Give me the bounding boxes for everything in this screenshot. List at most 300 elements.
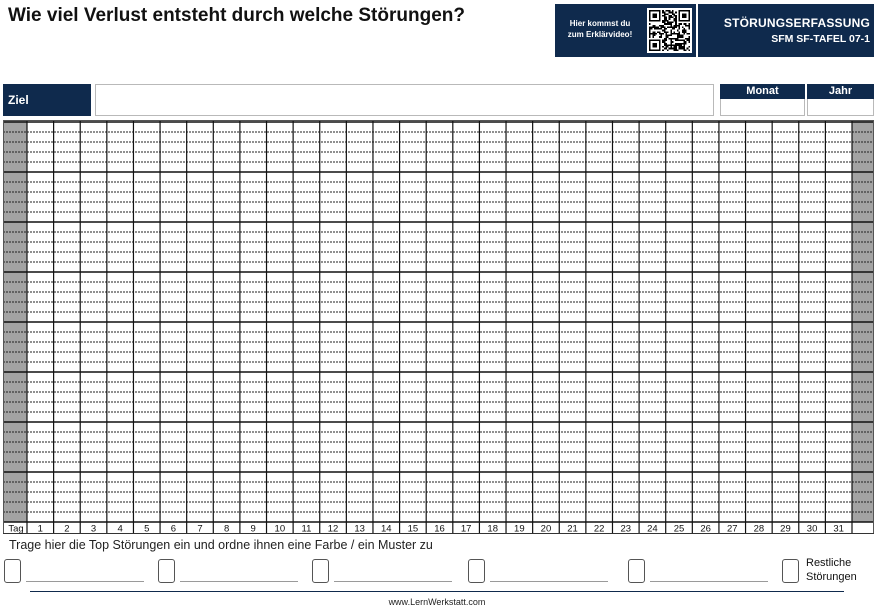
qr-module — [667, 36, 669, 38]
qr-module — [675, 26, 677, 28]
qr-module — [688, 49, 690, 51]
qr-module — [682, 48, 684, 50]
qr-module — [664, 17, 666, 19]
day-number: 29 — [780, 523, 791, 534]
qr-module — [651, 26, 653, 28]
qr-module — [665, 38, 667, 40]
qr-module — [664, 23, 666, 25]
qr-module — [665, 20, 667, 22]
qr-module — [677, 38, 679, 40]
qr-module — [674, 25, 676, 27]
qr-module — [688, 40, 690, 42]
qr-module — [665, 48, 667, 50]
qr-module — [677, 35, 679, 37]
qr-module — [651, 33, 653, 35]
qr-module — [677, 49, 679, 51]
qr-module — [672, 38, 674, 40]
qr-module — [660, 25, 662, 27]
day-number: 20 — [540, 523, 552, 534]
qr-module — [688, 26, 690, 28]
qr-module — [664, 12, 666, 14]
video-link-text: Hier kommst du zum Erklärvideo! — [567, 19, 633, 39]
qr-module — [688, 38, 690, 40]
qr-module — [665, 31, 667, 33]
day-number: 17 — [460, 523, 472, 534]
qr-module — [675, 49, 677, 51]
qr-module — [662, 40, 664, 42]
qr-module — [675, 44, 677, 46]
qr-module — [685, 41, 687, 43]
qr-module — [669, 10, 671, 12]
qr-module — [672, 33, 674, 35]
qr-module — [674, 13, 676, 15]
qr-module — [680, 46, 682, 48]
legend-color-box[interactable] — [4, 559, 21, 583]
qr-module — [667, 10, 669, 12]
qr-module — [657, 26, 659, 28]
qr-module — [675, 17, 677, 19]
qr-module — [675, 33, 677, 35]
qr-module — [665, 33, 667, 35]
qr-module — [662, 26, 664, 28]
qr-module — [683, 49, 685, 51]
qr-module — [670, 12, 672, 14]
legend-color-box[interactable] — [628, 559, 645, 583]
qr-module — [667, 13, 669, 15]
qr-module — [685, 25, 687, 27]
qr-module — [685, 38, 687, 40]
qr-module — [654, 26, 656, 28]
qr-module — [674, 46, 676, 48]
qr-module — [662, 20, 664, 22]
qr-module — [656, 28, 658, 30]
qr-module — [652, 43, 657, 48]
day-number: 25 — [673, 523, 685, 534]
qr-module — [652, 31, 654, 33]
qr-module — [672, 10, 674, 12]
day-number: 19 — [514, 523, 525, 534]
day-number: 3 — [90, 523, 97, 534]
qr-module — [674, 18, 676, 20]
qr-module — [688, 25, 690, 27]
qr-module — [670, 25, 672, 27]
qr-module — [677, 36, 679, 38]
qr-module — [664, 40, 666, 42]
qr-module — [682, 31, 684, 33]
qr-module — [665, 36, 667, 38]
legend-entry-line[interactable] — [490, 581, 608, 582]
qr-module — [670, 23, 672, 25]
qr-module — [672, 12, 674, 14]
qr-module — [679, 33, 681, 35]
qr-module — [669, 38, 671, 40]
legend-color-box[interactable] — [782, 559, 799, 583]
qr-module — [683, 33, 685, 35]
qr-module — [682, 36, 684, 38]
footer-url: www.LernWerkstatt.com — [388, 597, 486, 607]
day-number: 26 — [700, 523, 711, 534]
day-number: 9 — [250, 523, 256, 534]
goal-field[interactable] — [95, 84, 714, 116]
qr-module — [669, 35, 671, 37]
legend-entry-line[interactable] — [334, 581, 452, 582]
day-number: 15 — [407, 523, 419, 534]
qr-module — [665, 44, 667, 46]
qr-module — [660, 35, 662, 37]
qr-module — [688, 46, 690, 48]
qr-module — [685, 23, 687, 25]
qr-module — [680, 43, 682, 45]
day-number: 16 — [434, 523, 445, 534]
qr-module — [667, 23, 669, 25]
qr-module — [687, 48, 689, 50]
qr-module — [670, 31, 672, 33]
qr-module — [683, 48, 685, 50]
qr-module — [667, 26, 669, 28]
qr-module — [682, 35, 684, 37]
qr-module — [683, 31, 685, 33]
qr-module — [687, 40, 689, 42]
qr-module — [657, 31, 659, 33]
qr-module — [667, 35, 669, 37]
qr-module — [675, 38, 677, 40]
year-field[interactable] — [807, 99, 874, 116]
qr-module — [649, 28, 651, 30]
legend-color-box[interactable] — [468, 559, 485, 583]
qr-module — [683, 23, 685, 25]
qr-module — [675, 40, 677, 42]
qr-module — [679, 44, 681, 46]
qr-module — [683, 43, 685, 45]
qr-module — [683, 41, 685, 43]
qr-module — [649, 31, 651, 33]
qr-module — [670, 38, 672, 40]
qr-module — [662, 12, 664, 14]
qr-module — [683, 40, 685, 42]
qr-module — [675, 21, 677, 23]
qr-module — [674, 26, 676, 28]
qr-module — [669, 48, 671, 50]
sheet-header — [698, 4, 874, 57]
qr-module — [675, 43, 677, 45]
qr-module — [682, 43, 684, 45]
qr-module — [677, 44, 679, 46]
qr-module — [669, 26, 671, 28]
qr-module — [660, 33, 662, 35]
qr-module — [679, 25, 681, 27]
qr-module — [664, 44, 666, 46]
qr-module — [669, 15, 671, 17]
sheet-code: SFM SF-TAFEL 07-1 — [771, 33, 870, 45]
legend-entry-line[interactable] — [180, 581, 298, 582]
day-number: 24 — [647, 523, 658, 534]
qr-module — [665, 46, 667, 48]
legend-color-box[interactable] — [312, 559, 329, 583]
qr-module — [662, 21, 664, 23]
disruption-grid[interactable] — [3, 120, 874, 534]
qr-module — [657, 28, 659, 30]
qr-module — [682, 26, 684, 28]
qr-module — [662, 25, 664, 27]
goal-label: Ziel — [3, 84, 91, 116]
qr-module — [682, 40, 684, 42]
day-number: 11 — [301, 523, 312, 534]
qr-module — [659, 33, 661, 35]
qr-module — [682, 46, 684, 48]
qr-module — [679, 31, 681, 33]
qr-module — [674, 48, 676, 50]
page-title: Wie viel Verlust entsteht durch welche Störungen? — [8, 5, 465, 26]
qr-module — [659, 25, 661, 27]
qr-module — [677, 43, 679, 45]
qr-module — [672, 13, 674, 15]
qr-module — [662, 46, 664, 48]
qr-module — [682, 30, 684, 32]
qr-module — [683, 46, 685, 48]
qr-module — [662, 30, 664, 32]
qr-module — [649, 35, 651, 37]
qr-module — [667, 20, 669, 22]
qr-module — [670, 48, 672, 50]
qr-module — [659, 28, 661, 30]
qr-module — [670, 43, 672, 45]
qr-module — [670, 46, 672, 48]
qr-module — [669, 44, 671, 46]
day-number: 22 — [593, 523, 605, 534]
qr-module — [665, 28, 667, 30]
qr-module — [675, 20, 677, 22]
qr-module — [670, 33, 672, 35]
qr-module — [677, 30, 679, 32]
day-number: 28 — [753, 523, 765, 534]
qr-module — [670, 21, 672, 23]
qr-module — [652, 35, 654, 37]
qr-module — [664, 20, 666, 22]
qr-module — [660, 36, 662, 38]
qr-module — [672, 48, 674, 50]
qr-module — [672, 41, 674, 43]
qr-module — [675, 25, 677, 27]
qr-module — [680, 40, 682, 42]
qr-module — [652, 25, 654, 27]
qr-module — [675, 12, 677, 14]
qr-module — [687, 25, 689, 27]
qr-module — [662, 33, 664, 35]
qr-module — [680, 23, 682, 25]
day-number: 12 — [327, 523, 339, 534]
qr-module — [674, 15, 676, 17]
day-number: 18 — [487, 523, 499, 534]
qr-module — [685, 31, 687, 33]
qr-module — [664, 41, 666, 43]
qr-module — [687, 38, 689, 40]
qr-module — [662, 41, 664, 43]
qr-module — [660, 26, 662, 28]
qr-module — [664, 18, 666, 20]
qr-module — [688, 33, 690, 35]
qr-module — [683, 44, 685, 46]
qr-module — [680, 48, 682, 50]
qr-module — [688, 41, 690, 43]
qr-module — [683, 28, 685, 30]
qr-module — [688, 28, 690, 30]
qr-module — [685, 49, 687, 51]
qr-module — [674, 49, 676, 51]
qr-module — [669, 12, 671, 14]
qr-module — [664, 30, 666, 32]
qr-module — [669, 23, 671, 25]
qr-module — [652, 26, 654, 28]
qr-module — [669, 18, 671, 20]
qr-module — [649, 33, 651, 35]
day-number: 1 — [37, 523, 43, 534]
qr-module — [669, 21, 671, 23]
legend-entry-line[interactable] — [26, 581, 144, 582]
qr-module — [667, 44, 669, 46]
qr-code-icon[interactable] — [647, 8, 692, 53]
day-number: 10 — [274, 523, 286, 534]
qr-module — [664, 26, 666, 28]
qr-module — [679, 40, 681, 42]
qr-module — [662, 49, 664, 51]
month-field[interactable] — [720, 99, 805, 116]
sheet-title: STÖRUNGSERFASSUNG — [723, 16, 870, 30]
legend-instruction: Trage hier die Top Störungen ein und ordne ihnen eine Farbe / ein Muster zu — [9, 538, 433, 552]
qr-module — [654, 33, 656, 35]
qr-module — [660, 28, 662, 30]
video-link-box[interactable] — [555, 4, 696, 57]
qr-module — [667, 46, 669, 48]
day-row-label: Tag — [8, 523, 24, 534]
qr-module — [659, 36, 661, 38]
qr-module — [670, 35, 672, 37]
qr-module — [654, 35, 656, 37]
qr-module — [667, 31, 669, 33]
qr-module — [665, 43, 667, 45]
qr-module — [679, 43, 681, 45]
day-number: 4 — [117, 523, 123, 534]
qr-module — [652, 36, 654, 38]
qr-module — [675, 15, 677, 17]
qr-module — [662, 10, 664, 12]
qr-module — [665, 17, 667, 19]
qr-module — [680, 35, 682, 37]
day-number: 23 — [620, 523, 632, 534]
legend-entry-line[interactable] — [650, 581, 768, 582]
qr-module — [672, 28, 674, 30]
day-number: 31 — [833, 523, 844, 534]
day-number: 27 — [726, 523, 738, 534]
day-number: 21 — [567, 523, 578, 534]
qr-module — [670, 17, 672, 19]
qr-module — [665, 10, 667, 12]
qr-module — [682, 13, 687, 18]
qr-module — [672, 17, 674, 19]
qr-module — [664, 13, 666, 15]
day-number: 6 — [170, 523, 177, 534]
qr-module — [675, 46, 677, 48]
qr-module — [662, 15, 664, 17]
qr-module — [649, 30, 651, 32]
qr-module — [677, 33, 679, 35]
qr-module — [679, 35, 681, 37]
qr-module — [675, 23, 677, 25]
qr-module — [675, 18, 677, 20]
qr-module — [667, 21, 669, 23]
qr-module — [672, 26, 674, 28]
qr-module — [654, 31, 656, 33]
qr-module — [667, 49, 669, 51]
qr-module — [680, 44, 682, 46]
qr-module — [649, 36, 651, 38]
day-number: 5 — [144, 523, 150, 534]
qr-module — [652, 13, 657, 18]
qr-module — [664, 21, 666, 23]
qr-module — [664, 15, 666, 17]
qr-module — [672, 44, 674, 46]
qr-module — [679, 48, 681, 50]
qr-module — [664, 43, 666, 45]
qr-module — [654, 28, 656, 30]
qr-module — [680, 36, 682, 38]
month-label: Monat — [720, 84, 805, 99]
qr-module — [674, 44, 676, 46]
qr-module — [670, 30, 672, 32]
qr-module — [677, 25, 679, 27]
qr-module — [688, 36, 690, 38]
legend-color-box[interactable] — [158, 559, 175, 583]
qr-module — [665, 23, 667, 25]
qr-module — [674, 28, 676, 30]
qr-module — [665, 18, 667, 20]
qr-module — [665, 40, 667, 42]
qr-module — [688, 23, 690, 25]
qr-module — [679, 28, 681, 30]
qr-module — [672, 21, 674, 23]
qr-module — [659, 31, 661, 33]
qr-module — [670, 15, 672, 17]
qr-module — [654, 25, 656, 27]
qr-module — [675, 48, 677, 50]
day-number: 2 — [64, 523, 70, 534]
qr-module — [685, 30, 687, 32]
qr-module — [683, 30, 685, 32]
qr-module — [664, 48, 666, 50]
qr-module — [674, 31, 676, 33]
year-label: Jahr — [807, 84, 874, 99]
qr-module — [674, 33, 676, 35]
qr-module — [665, 13, 667, 15]
qr-module — [664, 38, 666, 40]
qr-module — [664, 28, 666, 30]
qr-module — [670, 40, 672, 42]
qr-module — [665, 35, 667, 37]
qr-module — [656, 26, 658, 28]
qr-module — [670, 26, 672, 28]
qr-module — [649, 23, 651, 25]
qr-module — [656, 33, 658, 35]
qr-module — [679, 23, 681, 25]
day-number: 14 — [380, 523, 392, 534]
qr-module — [674, 20, 676, 22]
qr-module — [677, 40, 679, 42]
qr-module — [670, 41, 672, 43]
day-number: 13 — [354, 523, 365, 534]
qr-module — [669, 17, 671, 19]
qr-module — [674, 38, 676, 40]
qr-module — [687, 33, 689, 35]
qr-module — [664, 31, 666, 33]
